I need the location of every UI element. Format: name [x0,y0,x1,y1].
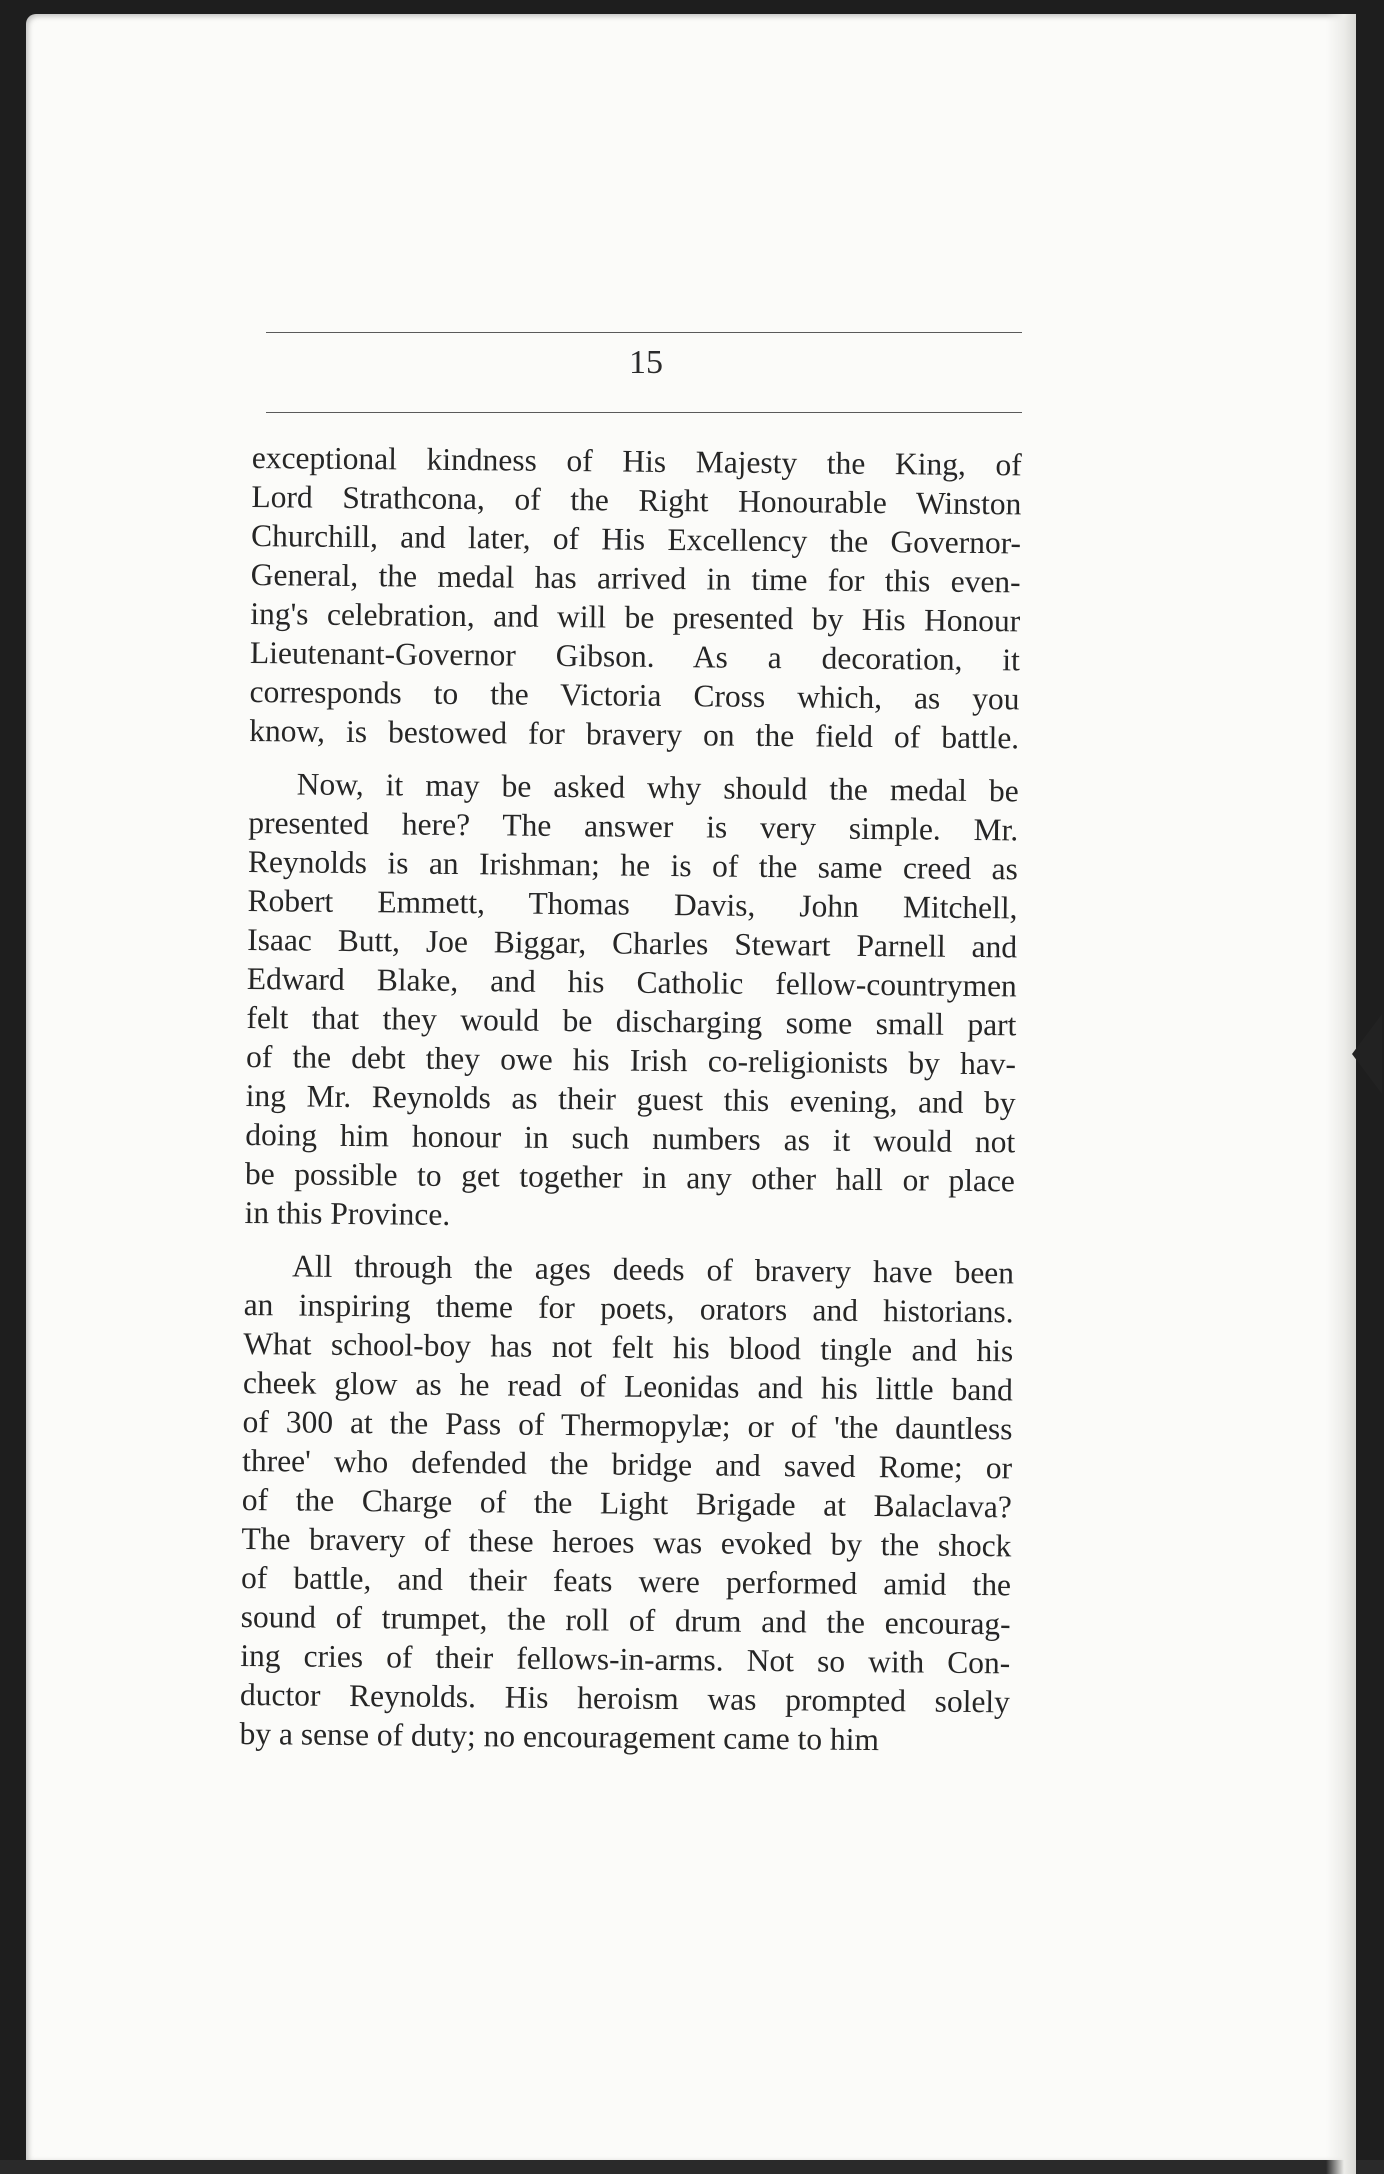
text-line: Reynolds is an Irishman; he is of the same creed as [247,843,1019,887]
paragraph-1 [249,438,1022,757]
text-line: General, the medal has arrived in time for this even- [250,556,1021,600]
header-rule-top [266,332,1022,333]
text-line: know, is bestowed for bravery on the field of battle. [249,712,1020,756]
text-line: three' who defended the bridge and saved Rome; or [242,1442,1013,1486]
paragraph-2 [244,764,1018,1239]
paragraph-3 [239,1246,1014,1760]
text-line: Now, it may be asked why should the medal be [296,766,1019,809]
body-text [239,438,1022,1774]
book-page [26,14,1356,2160]
text-line: ing cries of their fellows-in-arms. Not so with Con- [240,1637,1011,1681]
header-rule-bottom [266,412,1022,413]
text-line: doing him honour in such numbers as it would not [245,1116,1016,1160]
text-line: presented here? The answer is very simple. Mr. [248,804,1019,848]
text-line: ing Mr. Reynolds as their guest this evening, and by [245,1077,1016,1121]
text-line: What school-boy has not felt his blood tingle and his [243,1325,1014,1369]
text-line: an inspiring theme for poets, orators and historians. [243,1286,1014,1330]
text-line: sound of trumpet, the roll of drum and the encourag- [240,1598,1011,1642]
text-line: exceptional kindness of His Majesty the King, of [251,439,1022,483]
text-line: be possible to get together in any other hall or place [244,1155,1016,1199]
text-line: ductor Reynolds. His heroism was prompted solely [239,1676,1011,1720]
text-line: cheek glow as he read of Leonidas and his little band [242,1364,1014,1408]
text-line: Robert Emmett, Thomas Davis, John Mitchell, [247,882,1018,926]
text-line: of the debt they owe his Irish co-religionists by hav- [245,1038,1017,1082]
text-line: All through the ages deeds of bravery have been [291,1248,1015,1291]
text-line: of 300 at the Pass of Thermopylæ; or of 'the dauntless [242,1403,1013,1447]
page-number: 15 [629,344,663,381]
text-line: corresponds to the Victoria Cross which, as you [249,673,1020,717]
page-edge-shadow [1326,14,1356,2174]
text-line: The bravery of these heroes was evoked by the shock [241,1520,1012,1564]
text-line: Edward Blake, and his Catholic fellow-countrymen [246,960,1017,1004]
page-edge-notch [1352,1014,1382,1094]
text-line: Isaac Butt, Joe Biggar, Charles Stewart Parnell and [247,921,1018,965]
text-line: Churchill, and later, of His Excellency the Governor- [250,517,1022,561]
text-line: Lieutenant-Governor Gibson. As a decoration, it [249,634,1021,678]
text-line: ing's celebration, and will be presented by His Honour [250,595,1021,639]
text-line: of battle, and their feats were performed amid the [240,1559,1012,1603]
text-line: felt that they would be discharging some small part [246,999,1017,1043]
text-line: of the Charge of the Light Brigade at Balaclava? [241,1481,1012,1525]
text-line: in this Province. [244,1194,451,1232]
text-line: Lord Strathcona, of the Right Honourable Winston [251,478,1022,522]
text-line: by a sense of duty; no encouragement came to him [239,1715,880,1758]
